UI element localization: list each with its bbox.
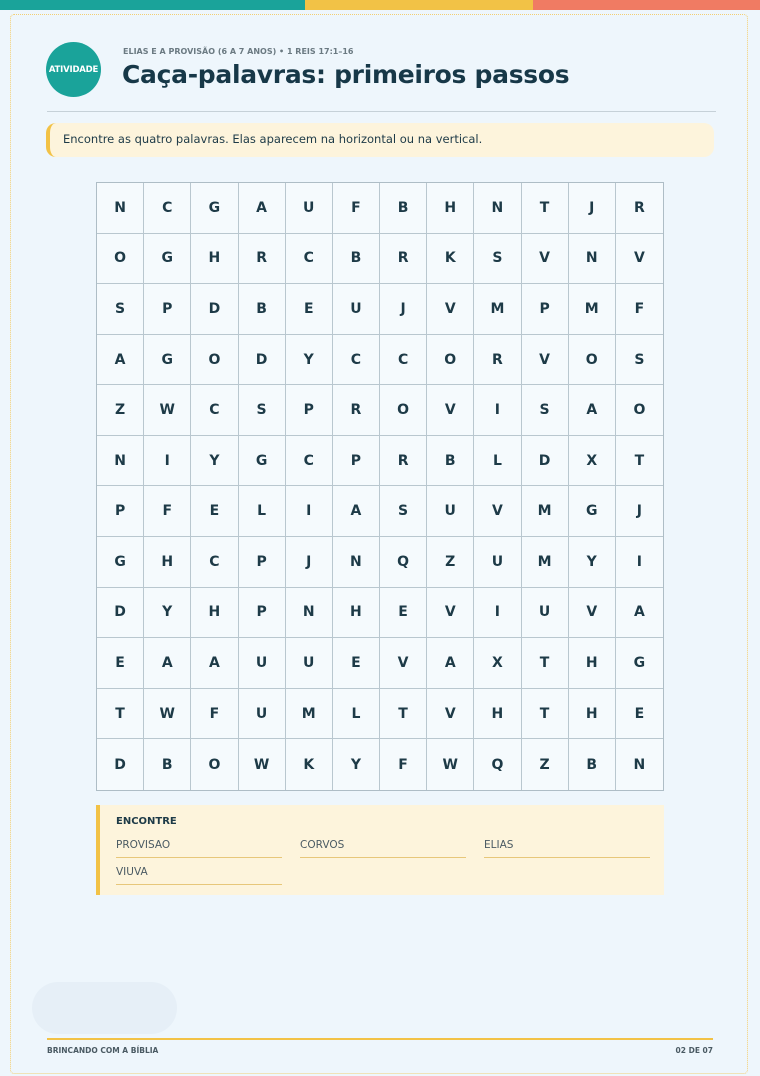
grid-cell: A [144,638,191,689]
grid-cell: N [333,537,380,588]
grid-cell: C [191,537,238,588]
grid-cell: Y [144,588,191,639]
grid-cell: B [380,183,427,234]
grid-cell: M [569,284,616,335]
grid-cell: S [616,335,663,386]
grid-cell: T [522,638,569,689]
grid-cell: J [569,183,616,234]
grid-cell: A [97,335,144,386]
grid-cell: B [144,739,191,790]
grid-cell: O [569,335,616,386]
grid-cell: W [239,739,286,790]
top-bar-teal [0,0,305,10]
grid-cell: E [191,486,238,537]
grid-cell: H [144,537,191,588]
top-bar-coral [533,0,760,10]
grid-cell: U [286,638,333,689]
grid-cell: C [286,234,333,285]
grid-cell: O [97,234,144,285]
grid-cell: U [239,638,286,689]
grid-cell: C [380,335,427,386]
grid-cell: B [239,284,286,335]
grid-cell: P [144,284,191,335]
grid-cell: Y [191,436,238,487]
grid-cell: P [239,537,286,588]
grid-cell: P [239,588,286,639]
grid-cell: F [333,183,380,234]
grid-cell: X [569,436,616,487]
grid-cell: S [97,284,144,335]
grid-cell: G [144,234,191,285]
page-title: Caça-palavras: primeiros passos [122,60,570,89]
word-list-box [96,805,664,895]
footer-book-title: BRINCANDO COM A BÍBLIA [47,1046,159,1055]
grid-cell: I [474,588,521,639]
grid-cell: P [522,284,569,335]
grid-cell: O [427,335,474,386]
grid-cell: F [616,284,663,335]
page-number: 02 DE 07 [675,1046,713,1055]
grid-cell: O [191,739,238,790]
grid-cell: O [380,385,427,436]
top-color-bar [0,0,760,10]
grid-cell: A [191,638,238,689]
grid-cell: W [427,739,474,790]
grid-cell: V [427,588,474,639]
grid-cell: U [239,689,286,740]
grid-cell: U [286,183,333,234]
grid-cell: P [333,436,380,487]
grid-cell: V [522,335,569,386]
grid-cell: I [474,385,521,436]
grid-cell: C [333,335,380,386]
grid-cell: N [97,183,144,234]
grid-cell: E [97,638,144,689]
grid-cell: H [333,588,380,639]
grid-cell: H [191,588,238,639]
grid-cell: Y [333,739,380,790]
grid-cell: T [522,183,569,234]
grid-cell: Q [474,739,521,790]
grid-cell: P [286,385,333,436]
grid-cell: N [97,436,144,487]
grid-cell: T [522,689,569,740]
grid-cell: S [239,385,286,436]
grid-cell: T [97,689,144,740]
grid-cell: T [380,689,427,740]
decorative-cloud [32,982,177,1034]
grid-cell: H [191,234,238,285]
grid-cell: H [569,689,616,740]
word-list-title: ENCONTRE [116,816,177,827]
grid-cell: V [569,588,616,639]
grid-cell: S [474,234,521,285]
grid-cell: C [286,436,333,487]
grid-cell: K [286,739,333,790]
grid-cell: R [380,234,427,285]
grid-cell: V [474,486,521,537]
grid-cell: M [522,537,569,588]
grid-cell: A [427,638,474,689]
grid-cell: N [286,588,333,639]
grid-cell: E [616,689,663,740]
grid-cell: A [333,486,380,537]
grid-cell: N [569,234,616,285]
word-item: CORVOS [300,839,466,858]
grid-cell: L [333,689,380,740]
grid-cell: C [191,385,238,436]
grid-cell: I [144,436,191,487]
grid-cell: E [380,588,427,639]
grid-cell: R [380,436,427,487]
grid-cell: V [616,234,663,285]
grid-cell: C [144,183,191,234]
grid-cell: D [97,588,144,639]
word-item: VIUVA [116,866,282,885]
grid-cell: E [286,284,333,335]
grid-cell: N [474,183,521,234]
word-search-grid [96,182,664,791]
grid-cell: D [239,335,286,386]
grid-cell: L [474,436,521,487]
lesson-kicker: ELIAS E A PROVISÃO (6 A 7 ANOS) • 1 REIS 17:1–16 [123,47,354,56]
grid-cell: T [616,436,663,487]
grid-cell: B [569,739,616,790]
grid-cell: G [569,486,616,537]
grid-cell: Y [569,537,616,588]
grid-cell: G [616,638,663,689]
grid-cell: A [616,588,663,639]
grid-cell: J [616,486,663,537]
grid-cell: W [144,689,191,740]
grid-cell: S [380,486,427,537]
grid-cell: U [333,284,380,335]
grid-cell: Y [286,335,333,386]
grid-cell: I [286,486,333,537]
instruction-text: Encontre as quatro palavras. Elas aparecem na horizontal ou na vertical. [63,132,483,146]
grid-cell: D [522,436,569,487]
activity-badge: ATIVIDADE [46,42,101,97]
grid-cell: U [474,537,521,588]
grid-cell: V [522,234,569,285]
grid-cell: G [239,436,286,487]
grid-cell: F [144,486,191,537]
grid-cell: Z [522,739,569,790]
grid-cell: B [427,436,474,487]
grid-cell: M [286,689,333,740]
grid-cell: M [474,284,521,335]
grid-cell: R [239,234,286,285]
instruction-box [46,123,714,157]
grid-cell: I [616,537,663,588]
grid-cell: J [286,537,333,588]
grid-cell: V [380,638,427,689]
grid-cell: A [239,183,286,234]
grid-cell: U [522,588,569,639]
grid-cell: V [427,284,474,335]
word-item: ELIAS [484,839,650,858]
grid-cell: P [97,486,144,537]
grid-cell: R [333,385,380,436]
grid-cell: G [191,183,238,234]
grid-cell: R [616,183,663,234]
grid-cell: H [474,689,521,740]
grid-cell: Z [427,537,474,588]
grid-cell: A [569,385,616,436]
grid-cell: H [427,183,474,234]
grid-cell: V [427,689,474,740]
grid-cell: E [333,638,380,689]
grid-cell: D [97,739,144,790]
grid-cell: W [144,385,191,436]
grid-cell: O [616,385,663,436]
grid-cell: J [380,284,427,335]
grid-cell: L [239,486,286,537]
grid-cell: V [427,385,474,436]
grid-cell: G [97,537,144,588]
grid-cell: X [474,638,521,689]
grid-cell: G [144,335,191,386]
grid-cell: O [191,335,238,386]
grid-cell: Q [380,537,427,588]
top-bar-yellow [305,0,533,10]
header-divider [47,111,716,112]
grid-cell: Z [97,385,144,436]
grid-cell: B [333,234,380,285]
footer-divider [47,1038,713,1040]
word-item: PROVISAO [116,839,282,858]
grid-cell: K [427,234,474,285]
grid-cell: F [191,689,238,740]
grid-cell: M [522,486,569,537]
grid-cell: U [427,486,474,537]
grid-cell: R [474,335,521,386]
grid-cell: H [569,638,616,689]
grid-cell: N [633,756,646,773]
grid-cell: S [522,385,569,436]
grid-cell: F [380,739,427,790]
grid-cell: D [191,284,238,335]
